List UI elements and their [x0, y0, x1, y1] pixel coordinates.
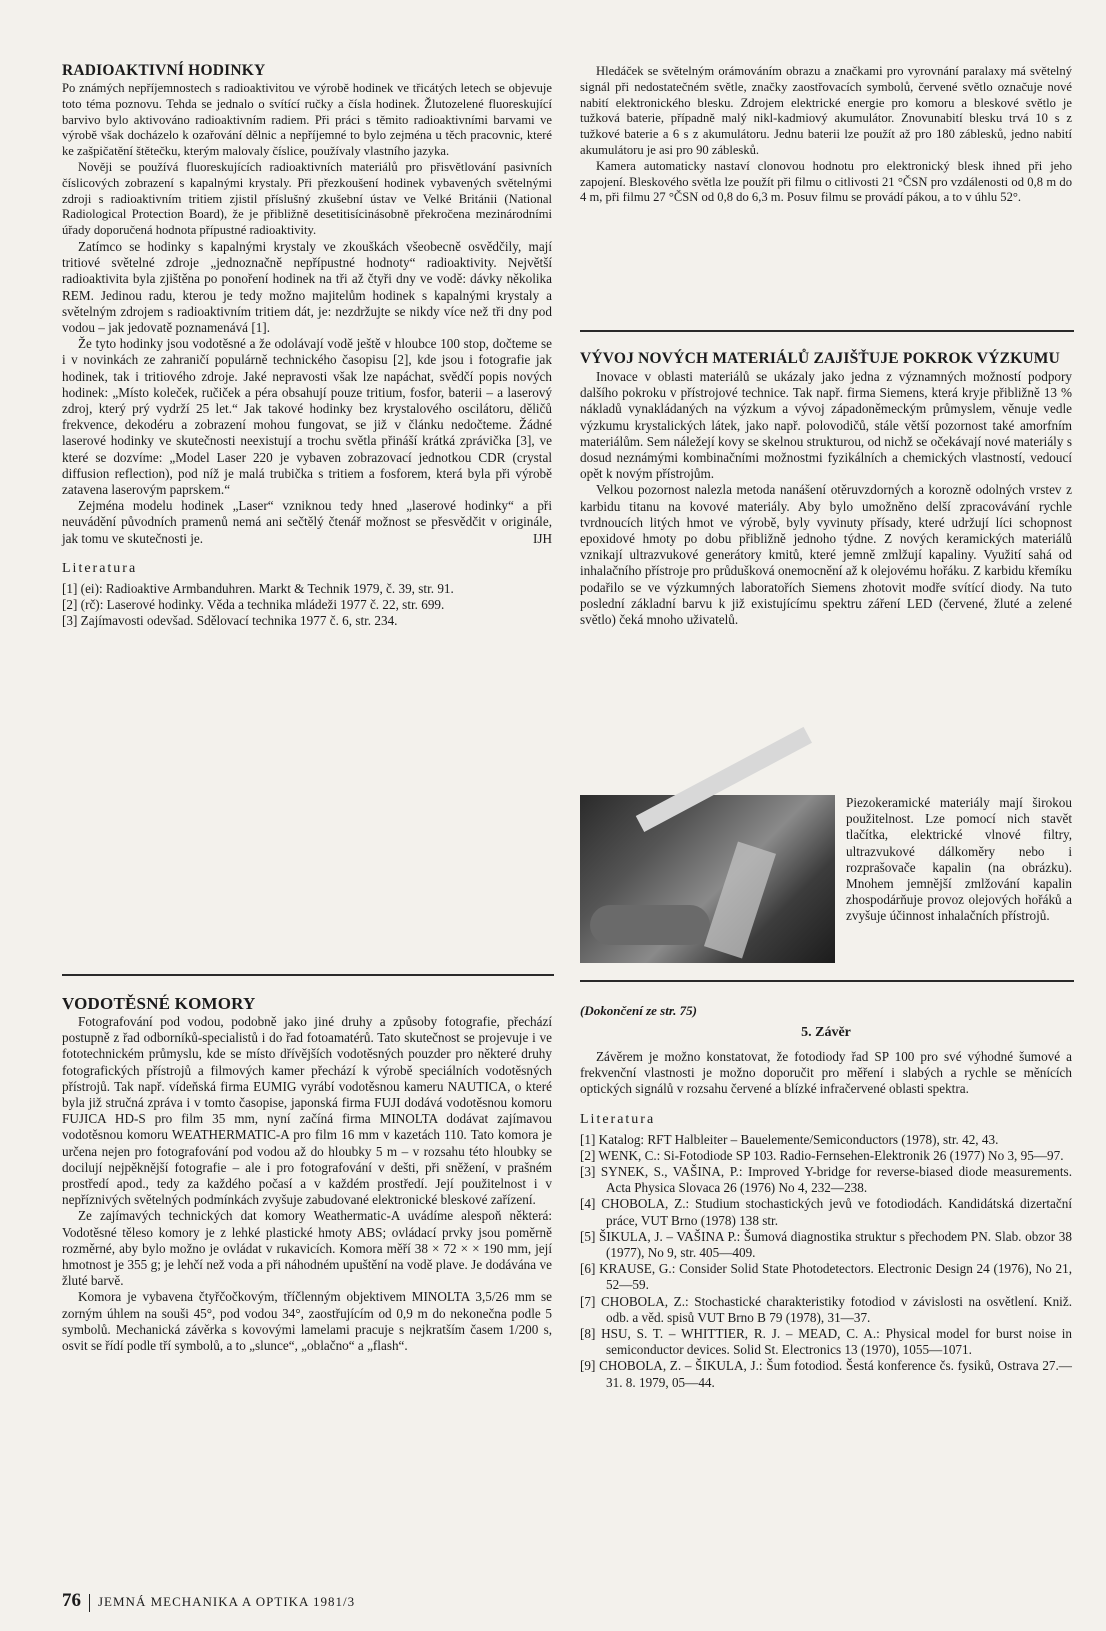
- paragraph: Zatímco se hodinky s kapalnými krystaly ve zkouškách všeobecně osvědčily, mají tritiové světelné zdroje „jednoznačně nepřípustné hodnoty“ radioaktivity. Největší radioaktivita byla zjištěna po ponoření hodinek na tři až čtyři dny ve vodě: dávky několika REM. Jedinou radu, kterou je tedy možno majitelům hodinek s kapalnými krystaly a světelným zdrojem s radioaktivním tritiem dát, je: nezdržujte se nikdy více než tři dny pod vodou – jak jedovatě poznamenává [1].: [62, 238, 552, 335]
- reference-item: [9] CHOBOLA, Z. – ŠIKULA, J.: Šum fotodiod. Šestá konference čs. fysiků, Ostrava 27.—31. 8. 1979, 05—44.: [580, 1358, 1072, 1390]
- reference-item: [3] SYNEK, S., VAŠINA, P.: Improved Y-bridge for reverse-biased diode measurements. Acta Physica Slovaca 26 (1976) No 4, 232—238.: [580, 1164, 1072, 1196]
- section-heading: 5. Závěr: [801, 1025, 851, 1040]
- article-vodotesne-komory: [62, 995, 552, 1354]
- paragraph: Piezokeramické materiály mají širokou použitelnost. Lze pomocí nich stavět tlačítka, elektrické vlnové filtry, ultrazvukové dálkoměry nebo i rozprašovače kapalin (na obrázku). Mnohem jemnější zmlžování kapalin zhospodárňuje provoz olejových hořáků a zvyšuje účinnost inhalačních přístrojů.: [846, 795, 1072, 924]
- signature: IJH: [532, 530, 552, 546]
- reference-item: [1] Katalog: RFT Halbleiter – Bauelemente/Semiconductors (1978), str. 42, 43.: [580, 1131, 999, 1147]
- reference-item: [6] KRAUSE, G.: Consider Solid State Photodetectors. Electronic Design 24 (1976), No 21, 52—59.: [580, 1261, 1072, 1293]
- article-continuation: [580, 64, 1072, 206]
- reference-item: [4] CHOBOLA, Z.: Studium stochastických jevů ve fotodiodách. Kandidátská dizertační práce, VUT Brno (1978) 138 str.: [580, 1196, 1072, 1228]
- literature-heading: Literatura: [580, 1111, 656, 1127]
- photo-wrap-text: [846, 795, 1072, 925]
- reference-item: [7] CHOBOLA, Z.: Stochastické charakteristiky fotodiod v závislosti na osvětlení. Kniž. odb. a věd. spisů VUT Brno B 79 (1978), 31—37.: [580, 1293, 1072, 1325]
- page-footer: [62, 1590, 355, 1612]
- article-vyvoj-materialu: [580, 350, 1072, 628]
- journal-name: JEMNÁ MECHANIKA A OPTIKA 1981/3: [98, 1594, 356, 1609]
- paragraph: Zejména modelu hodinek „Laser“ vzniknou tedy hned „laserové hodinky“ a při neuvádění původních pramenů nemá ani sečtělý čtenář možnost se přesvědčit v originále, jak tomu ve skutečnosti je.: [62, 498, 552, 546]
- article-zaver: [580, 1003, 1072, 1391]
- paragraph: Ze zajímavých technických dat komory Weathermatic-A uvádíme alespoň některá: Vodotěsné těleso komory je z lehké plastické hmoty ABS; ovládací prvky jsou poměrně rozměrné, aby bylo možno je ovládat v rukavicích. Komora měří 38 × 72 × × 190 mm, její hmotnost je 355 g; je lehčí než voda a při náhodném upuštění na vodě plave. Je dodávána ve žluté barvě.: [62, 1208, 552, 1289]
- paragraph: Po známých nepříjemnostech s radioaktivitou ve výrobě hodinek ve třicátých letech se objevuje toto téma poznovu. Tehda se jednalo o svítící ručky a čísla hodinek. Žlutozelené fluoreskující barvivo bylo aktivováno radioaktivním radiem. Při práci s těmito radioaktivními barvami ve výrobě však docházelo k ozařování dělnic a nepříjemné to bylo zejména u těch pracovnic, které ke zašpičatění štětečku, kterým malovaly číslice, používaly vlastního jazyka.: [62, 81, 552, 159]
- reference-item: [5] ŠIKULA, J. – VAŠINA P.: Šumová diagnostika struktur s přechodem PN. Slab. obzor 38 (1977), No 9, str. 405—409.: [580, 1228, 1072, 1261]
- footer-separator: [89, 1594, 90, 1612]
- paragraph: Nověji se používá fluoreskujících radioaktivních materiálů pro přisvětlování pasivních číslicových zobrazení s kapalnými krystaly. Při přezkoušení hodinek vybavených světelnými zdroji s radioaktivním tritiem zjistil příslušný zkušební ústav ve Velké Británii (National Radiological Protection Board), že je přibližně desetitisícinásobně překročena mezinárodními úřady doporučená hodnota přípustné radioaktivity.: [62, 159, 552, 238]
- article-title: VODOTĚSNÉ KOMORY: [62, 994, 256, 1013]
- continued-note: (Dokončení ze str. 75): [580, 1003, 697, 1018]
- reference-item: [1] (ei): Radioaktive Armbanduhren. Markt & Technik 1979, č. 39, str. 91.: [62, 580, 454, 596]
- divider: [62, 974, 554, 976]
- literature-heading: Literatura: [62, 560, 138, 576]
- paragraph: Inovace v oblasti materiálů se ukázaly jako jedna z významných možností podpory dalšího pokroku v přístrojové technice. Tak např. firma Siemens, která kryje přibližně 13 % nákladů vynakládaných na výzkum a vývoj západoněmeckým průmyslem, věnuje vedle výzkumu krystalických látek, jako např. polovodičů, stále větší pozornost také amorfním materiálům. Sem náležejí kovy se skelnou strukturou, od nichž se očekávají nové materiály s dosud neznámými kombinačními možnostmi fyzikálních a chemických vlastností, vedoucí opět k novým přístrojům.: [580, 369, 1072, 482]
- page-number: 76: [62, 1590, 81, 1611]
- divider: [580, 330, 1074, 332]
- article-radioaktivni-hodinky: [62, 62, 552, 629]
- photo-ultrasonic-nebulizer: [580, 795, 835, 963]
- reference-item: [2] (rč): Laserové hodinky. Věda a technika mládeži 1977 č. 22, str. 699.: [62, 597, 445, 613]
- paragraph: Komora je vybavena čtyřčočkovým, tříčlenným objektivem MINOLTA 3,5/26 mm se zorným úhlem na souši 45°, pod vodou 34°, zaostřujícím od 0,9 m do nekonečna podle 5 symbolů. Mechanická závěrka s kovovými lamelami pracuje s nejkratším časem 1/200 s, osvit se řídí podle tří symbolů, a to „slunce“, „oblačno“ a „flash“.: [62, 1289, 552, 1354]
- reference-item: [2] WENK, C.: Si-Fotodiode SP 103. Radio-Fernsehen-Elektronik 26 (1977) No 3, 95—97.: [580, 1147, 1064, 1163]
- paragraph: Hledáček se světelným orámováním obrazu a značkami pro vyrovnání paralaxy má světelný signál při nedostatečném světle, značky zaostřovacích symbolů, červené světlo označuje nové nabití elektronického blesku. Zdrojem elektrické energie pro komoru a bleskové světlo je tužková baterie, případně malý nikl-kadmiový akumulátor. Znovunabití blesku trvá 10 s z tužkové baterie a 6 s z akumulátoru. Jednu baterii lze použít až pro 180 záblesků, jedno nabití akumulátoru je asi pro 90 záblesků.: [580, 64, 1072, 157]
- paragraph: Velkou pozornost nalezla metoda nanášení otěruvzdorných a korozně odolných vrstev z karbidu titanu na kovové materiály. Aby bylo umožněno delší zpracovávání rychle tvrdnoucích litých hmot ve výrobě, byly vyvinuty přísady, které udržují líci schopnost epoxidové hmoty po dobu přibližně jednoho týdne. Z nových keramických materiálů vznikají ultrazvukové generátory kmitů, které jemně zmlžují kapaliny. Využití sahá od inhalačního přístroje pro průdušková onemocnění až k olejovému hořáku. Z karbidu křemíku podařilo se ve výzkumných laboratořích Siemens zhotovit modře svítící diody. Na tuto poslední základní barvu k již existujícímu spektru záření LED (červené, žluté a zelené světlo) čeká mnoho uživatelů.: [580, 482, 1072, 628]
- paragraph: Že tyto hodinky jsou vodotěsné a že odolávají vodě ještě v hloubce 100 stop, dočteme se i v novinkách ze zahraničí populárně technického časopisu [2], kde jsou i fotografie jak hodinek, tak i tritiového zdroje. Jaké nepravosti však lze napáchat, svědčí popis nových hodinek: „Místo koleček, ručiček a péra obsahují pouze tritium, fosfor, baterii – a laserový zdroj, který prý vydrží 25 let.“ Jak takové hodinky bez krystalového oscilátoru, děličů frekvence, dekodéru a zobrazení mohou fungovat, se již v článku nedočteme. Žádné laserové hodinky ve skutečnosti neexistují a trochu světla přináší krátká zprávička [3], ve které se dozvíme: „Model Laser 220 je vybaven zobrazovací jednotkou CDR (crystal diffusion reflection), pod níž je malá trubička s tritiem a fosforem, která byla při výrobě zatavena laserovým paprskem.“: [62, 336, 552, 498]
- reference-item: [3] Zajímavosti odevšad. Sdělovací technika 1977 č. 6, str. 234.: [62, 613, 398, 629]
- paragraph: Fotografování pod vodou, podobně jako jiné druhy a způsoby fotografie, přechází postupně z řad odborníků-specialistů i do řad fotoamatérů. Tato skutečnost se projevuje i ve fototechnickém průmyslu, kde se místo dřívějších vodotěsných pouzder pro některé druhy fotografických přístrojů a filmových kamer přechází k výrobě speciálních vodotěsných přístrojů. Tak např. vídeňská firma EUMIG vyrábí vodotěsnou kameru NAUTICA, o které byla již stručná zpráva i v tomto časopise, japonská firma FUJI dodává vodotěsnou komoru FUJICA HD-S pro film 35 mm, nyní začíná firma MINOLTA dodávat zajímavou vodotěsnou komoru WEATHERMATIC-A pro film 16 mm v kazetách 110. Tato komora je určena nejen pro fotografování pod vodou až do hloubky 5 m – v rozsahu této hloubky se docilují nejpěknější fotografie – ale i pro fotografování v dešti, při sněžení, v prašném prostředí apod., tedy za každého počasí a v každém prostředí. Její použitelnost i v nepříznivých světelných podmínkách zvyšuje zabudované elektronické bleskové zařízení.: [62, 1014, 552, 1208]
- reference-item: [8] HSU, S. T. – WHITTIER, R. J. – MEAD, C. A.: Physical model for burst noise in semiconductor devices. Solid St. Electronics 13 (1970), 1055—1071.: [580, 1326, 1072, 1358]
- paragraph: Závěrem je možno konstatovat, že fotodiody řad SP 100 pro své výhodné šumové a frekvenční vlastnosti je možno doporučit pro měření i slabých a rychle se měnících optických signálů v rozsahu červené a blízké infračervené oblasti spektra.: [580, 1049, 1072, 1097]
- article-title: RADIOAKTIVNÍ HODINKY: [62, 62, 266, 79]
- article-title: VÝVOJ NOVÝCH MATERIÁLŮ ZAJIŠŤUJE POKROK VÝZKUMU: [580, 350, 1061, 367]
- paragraph: Kamera automaticky nastaví clonovou hodnotu pro elektronický blesk ihned při jeho zapojení. Bleskového světla lze použít při filmu o citlivosti 21 °ČSN pro vzdálenosti od 0,8 m do 4 m, při filmu 27 °ČSN od 0,8 do 6,3 m. Posuv filmu se provádí pákou, a to v úhlu 52°.: [580, 158, 1072, 205]
- divider: [580, 980, 1074, 982]
